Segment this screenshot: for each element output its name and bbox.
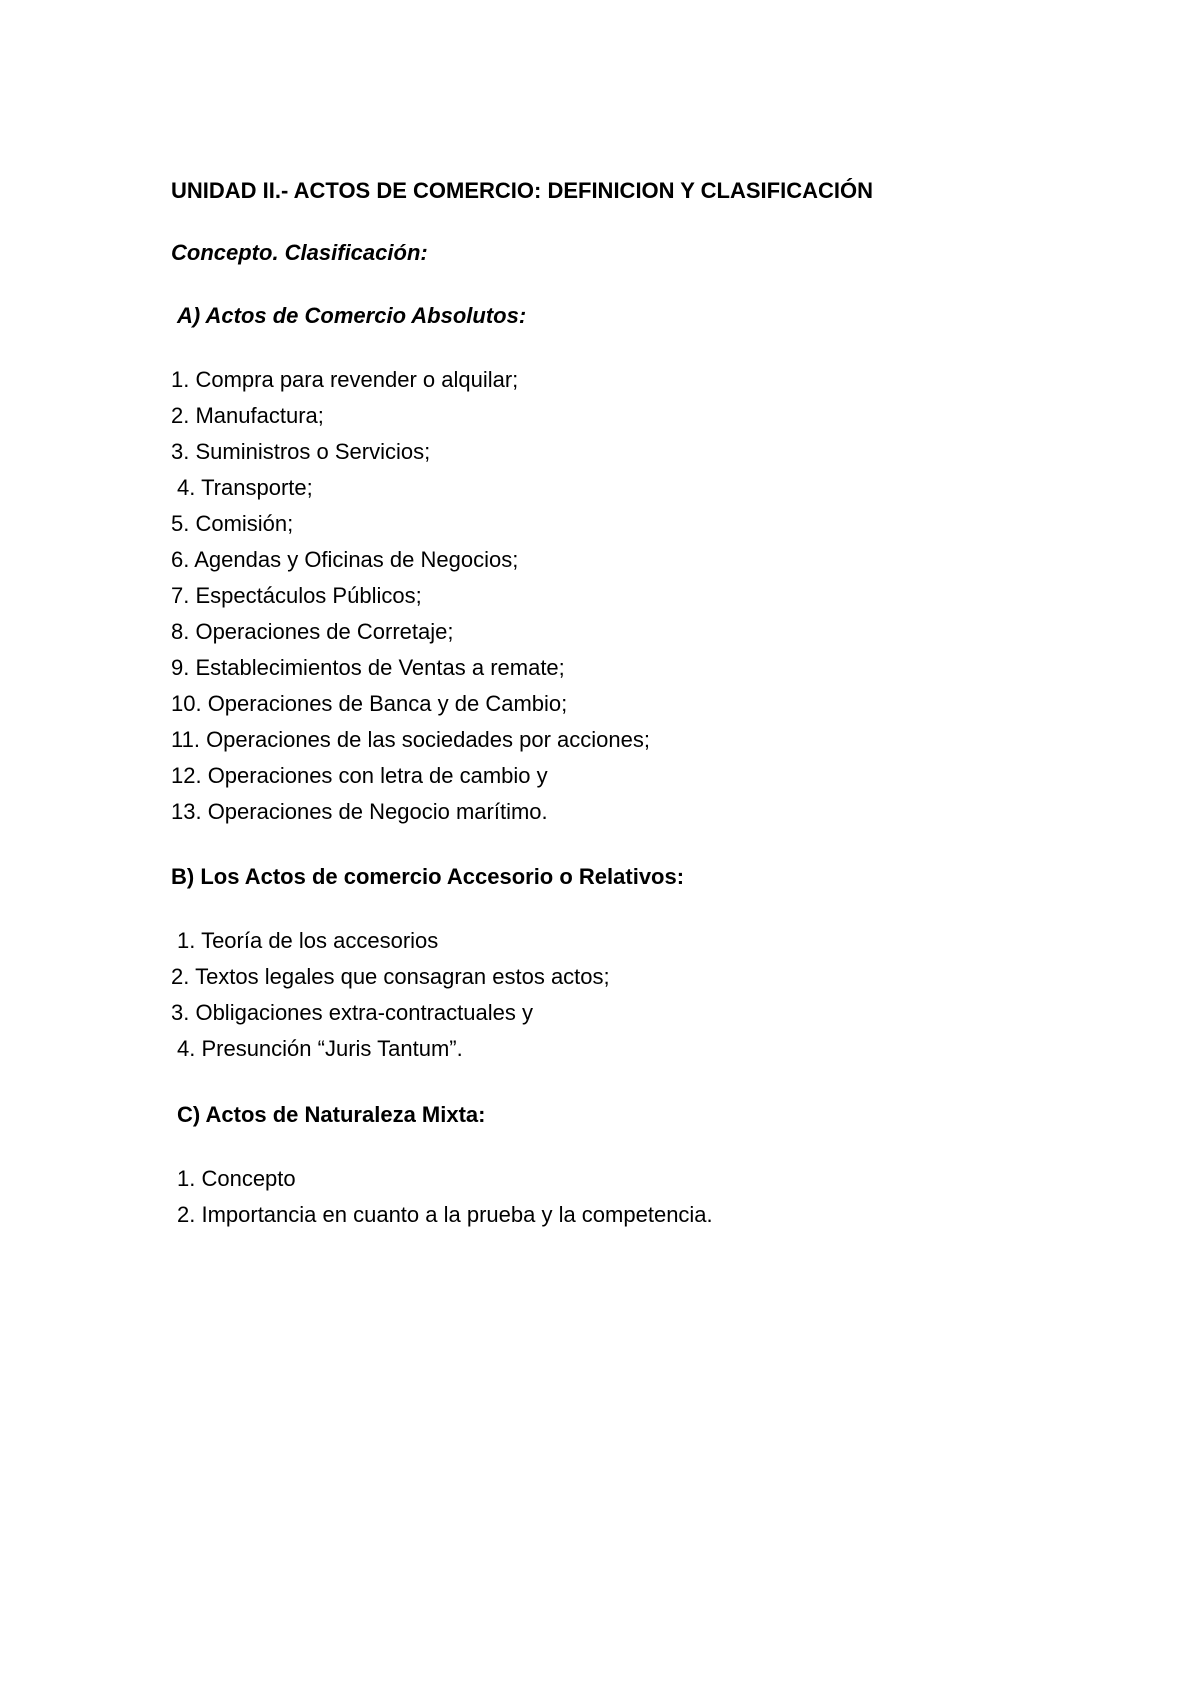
section-c-heading: C) Actos de Naturaleza Mixta: [177,1102,486,1127]
section-a-item: 13. Operaciones de Negocio marítimo. [171,799,548,824]
section-a-item: 7. Espectáculos Públicos; [171,583,422,608]
section-b-item: 4. Presunción “Juris Tantum”. [177,1036,463,1061]
section-a-heading: A) Actos de Comercio Absolutos: [177,303,527,328]
section-b-item: 2. Textos legales que consagran estos actos; [171,964,610,989]
section-a-item: 6. Agendas y Oficinas de Negocios; [171,547,519,572]
section-c-item: 2. Importancia en cuanto a la prueba y la competencia. [177,1202,713,1227]
section-a-item: 2. Manufactura; [171,403,324,428]
section-b-item: 1. Teoría de los accesorios [177,928,439,953]
section-a-item: 1. Compra para revender o alquilar; [171,367,519,392]
section-a-item: 11. Operaciones de las sociedades por acciones; [171,727,650,752]
section-b-item: 3. Obligaciones extra-contractuales y [171,1000,533,1025]
section-b-heading: B) Los Actos de comercio Accesorio o Relativos: [171,864,685,889]
section-a-item: 8. Operaciones de Corretaje; [171,619,454,644]
section-a-item: 5. Comisión; [171,511,294,536]
section-a-item: 3. Suministros o Servicios; [171,439,431,464]
section-a-item: 9. Establecimientos de Ventas a remate; [171,655,565,680]
concept-heading: Concepto. Clasificación: [171,240,428,265]
section-a-item: 12. Operaciones con letra de cambio y [171,763,548,788]
section-a-item: 4. Transporte; [177,475,313,500]
section-c-item: 1. Concepto [177,1166,296,1191]
section-a-item: 10. Operaciones de Banca y de Cambio; [171,691,568,716]
document-title: UNIDAD II.- ACTOS DE COMERCIO: DEFINICION Y CLASIFICACIÓN [171,178,873,203]
